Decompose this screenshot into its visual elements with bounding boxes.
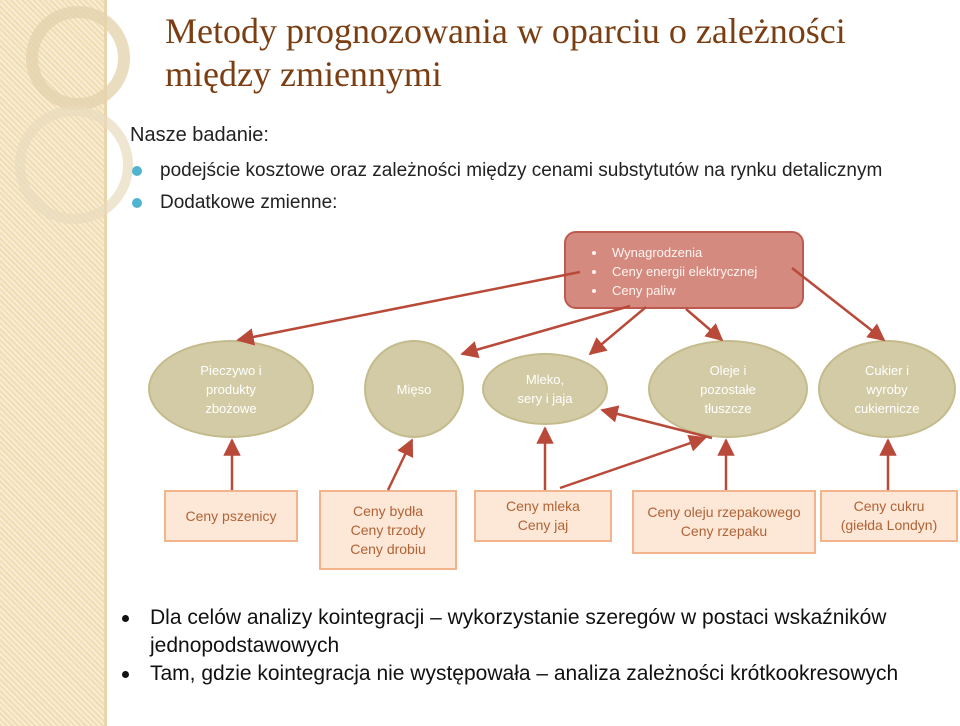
- bullet-text: Dodatkowe zmienne:: [160, 192, 338, 213]
- bullet-icon: [592, 270, 596, 274]
- note-text: Dla celów analizy kointegracji – wykorzystanie szeregów w postaci wskaźników jednopodstawowych: [150, 606, 887, 657]
- price-box-wheat: [164, 490, 298, 542]
- bullet-item: [128, 192, 908, 214]
- factor-item: [590, 262, 802, 281]
- category-node-meat: [364, 340, 464, 438]
- price-box-livestock: [319, 490, 457, 570]
- factor-item: [590, 281, 802, 300]
- bullet-icon: [592, 251, 596, 255]
- bullet-icon: [122, 671, 129, 678]
- price-label-line: Ceny pszenicy: [185, 507, 277, 524]
- note-text: Tam, gdzie kointegracja nie występowała – analiza zależności krótkookresowych: [150, 662, 899, 685]
- node-label-line: Cukier i: [864, 362, 910, 378]
- category-node-bread: [148, 340, 314, 438]
- node-label-line: cukiernicze: [854, 400, 920, 416]
- price-label-line: Ceny drobiu: [350, 540, 426, 557]
- price-label-line: Ceny oleju rzepakowego: [647, 504, 801, 520]
- node-label-line: tłuszcze: [704, 400, 752, 416]
- factor-text: Ceny paliw: [612, 283, 676, 298]
- price-box-milk-eggs: [474, 490, 612, 542]
- price-box-sugar: [820, 490, 958, 542]
- node-label-line: produkty: [206, 381, 256, 397]
- additional-variables-box: [564, 231, 804, 309]
- node-label-line: sery i jaja: [517, 391, 573, 406]
- note-item: [118, 604, 948, 660]
- factor-item: [590, 243, 802, 262]
- node-label-line: Mięso: [396, 381, 432, 397]
- node-label-line: Oleje i: [709, 362, 747, 378]
- category-node-dairy: [482, 353, 608, 425]
- price-label-line: Ceny rzepaku: [680, 523, 768, 539]
- node-label-line: wyroby: [866, 381, 908, 397]
- node-label-line: Mleko,: [525, 372, 565, 387]
- note-item: [118, 660, 948, 688]
- slide-title: Metody prognozowania w oparciu o zależności między zmiennymi: [165, 11, 846, 94]
- node-label-line: pozostałe: [700, 381, 756, 397]
- node-label-line: Pieczywo i: [200, 362, 262, 378]
- bullet-item: [128, 160, 908, 182]
- bullet-text: podejście kosztowe oraz zależności między cenami substytutów na rynku detalicznym: [160, 160, 883, 181]
- factor-text: Ceny energii elektrycznej: [612, 264, 758, 279]
- node-label-line: zbożowe: [205, 400, 257, 416]
- category-node-oils: [648, 340, 808, 438]
- price-label-line: (giełda Londyn): [840, 517, 938, 533]
- bullet-icon: [132, 166, 142, 176]
- intro-text: Nasze badanie:: [130, 124, 269, 146]
- price-label-line: Ceny bydła: [352, 502, 424, 519]
- bullet-icon: [122, 615, 129, 622]
- price-label-line: Ceny mleka: [506, 498, 580, 514]
- price-box-oilseed: [632, 490, 816, 554]
- category-node-sugar: [818, 340, 956, 438]
- price-label-line: Ceny jaj: [517, 517, 569, 533]
- factor-text: Wynagrodzenia: [612, 245, 703, 260]
- notes-list: [118, 604, 948, 688]
- bullet-icon: [592, 289, 596, 293]
- price-label-line: Ceny trzody: [350, 521, 426, 538]
- price-label-line: Ceny cukru: [853, 498, 925, 514]
- bullet-icon: [132, 198, 142, 208]
- intro-bullet-list: [128, 160, 908, 224]
